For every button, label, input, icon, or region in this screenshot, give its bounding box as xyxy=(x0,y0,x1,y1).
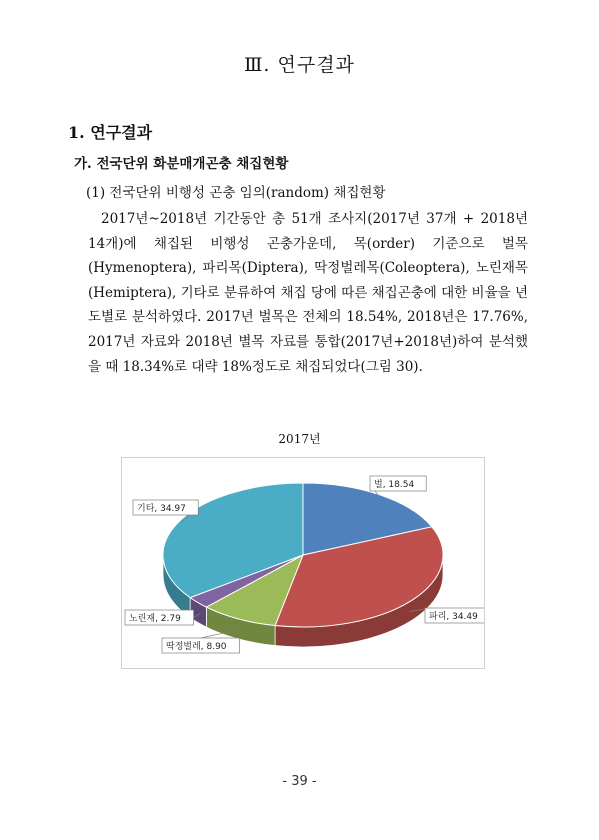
section-heading: 1. 연구결과 xyxy=(68,123,153,142)
item-heading: (1) 전국단위 비행성 곤충 임의(random) 채집현황 xyxy=(86,185,386,201)
data-label: 파리, 34.49 xyxy=(429,612,478,622)
pie-chart-frame xyxy=(121,457,485,669)
subsection-heading: 가. 전국단위 화분매개곤충 채집현황 xyxy=(74,156,289,172)
data-label: 벌, 18.54 xyxy=(374,480,415,490)
data-label: 딱정벌레, 8.90 xyxy=(166,642,227,652)
body-paragraph: 2017년~2018년 기간동안 총 51개 조사지(2017년 37개 + 2018년 14개)에 채집된 비행성 곤충가운데, 목(order) 기준으로 벌목(Hymenoptera), 파리목(Diptera), 딱정벌레목(Coleoptera), 노린재목(Hemiptera), 기타로 분류하여 채집 당에 따른 채집곤충에 대한 비율을 년도별로 분석하였다. 2017년 벌목은 전체의 18.54%, 2018년은 17.76%, 2017년 자료와 2018년 별목 자료를 통합(2017년+2018년)하여 분석했을 때 18.34%로 대략 18%정도로 채집되었다(그림 30). xyxy=(88,211,528,375)
page-number: - 39 - xyxy=(282,774,317,789)
pie-chart xyxy=(122,458,484,668)
chapter-title: Ⅲ. 연구결과 xyxy=(244,54,355,76)
data-label: 기타, 34.97 xyxy=(137,504,186,514)
pie-top xyxy=(163,483,443,627)
data-label: 노린재, 2.79 xyxy=(129,614,181,624)
chart-title: 2017년 xyxy=(278,432,321,446)
